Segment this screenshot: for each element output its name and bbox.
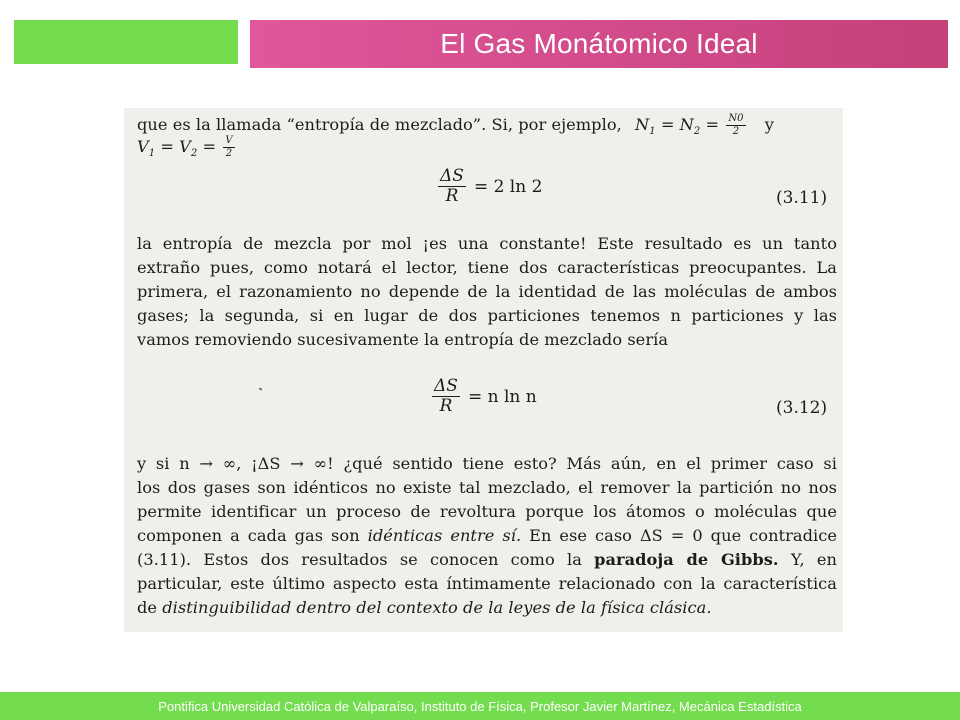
text-line-para3-6: particular, este último aspecto esta íntimamente relacionado con la característica bbox=[137, 574, 837, 593]
text-line-para3-7: de distinguibilidad dentro del contexto de la leyes de la física clásica. bbox=[137, 598, 712, 617]
fraction-v-over-2: $\frac{V}{2}$ bbox=[225, 135, 233, 159]
equation-number-3-12: (3.12) bbox=[776, 398, 828, 418]
text-line-para2-2: extraño pues, como notará el lector, tiene dos características preocupantes. La bbox=[137, 258, 837, 277]
text-line-para3-4: componen a cada gas son idénticas entre sí. En ese caso ΔS = 0 que contradice bbox=[137, 526, 837, 545]
text-line-para3-3: permite identificar un proceso de revoltura porque los átomos o moléculas que bbox=[137, 502, 837, 521]
equation-number-3-11: (3.11) bbox=[776, 188, 828, 208]
header-green-block bbox=[14, 20, 238, 64]
slide-title: El Gas Monátomico Ideal bbox=[440, 28, 758, 59]
slide-title-bar bbox=[250, 20, 948, 68]
text-line-para2-1: la entropía de mezcla por mol ¡es una constante! Este resultado es un tanto bbox=[137, 234, 837, 253]
text-line-1: que es la llamada “entropía de mezclado”. Si, por ejemplo, $N_1 = N_2$ = $\frac{N0}{2}$ y bbox=[137, 113, 774, 138]
text-line-para3-2: los dos gases son idénticos no existe tal mezclado, el remover la partición no nos bbox=[137, 478, 837, 497]
text-line-para3-5: (3.11). Estos dos resultados se conocen como la paradoja de Gibbs. Y, en bbox=[137, 550, 837, 569]
text-line-para3-1: y si n → ∞, ¡ΔS → ∞! ¿qué sentido tiene esto? Más aún, en el primer caso si bbox=[137, 454, 837, 473]
text-line-para2-5: vamos removiendo sucesivamente la entropía de mezclado sería bbox=[137, 330, 669, 349]
equation-3-12: $\frac{\Delta S}{R}$ = n ln n bbox=[434, 376, 537, 416]
text-line-para2-4: gases; la segunda, si en lugar de dos particiones tenemos n particiones y las bbox=[137, 306, 837, 325]
scanned-text-page bbox=[124, 108, 843, 632]
text-line-2: $V_1 = V_2$ = $\frac{V}{2}$ bbox=[137, 135, 233, 160]
footer-text: Pontifica Universidad Católica de Valparaíso, Instituto de Física, Profesor Javier Martínez, Mecánica Estadística bbox=[158, 698, 802, 714]
footer-bar bbox=[0, 692, 960, 720]
equation-3-11: $\frac{\Delta S}{R}$ = 2 ln 2 bbox=[440, 166, 543, 206]
text-line-para2-3: primera, el razonamiento no depende de la identidad de las moléculas de ambos bbox=[137, 282, 837, 301]
fraction-n0-over-2: $\frac{N0}{2}$ bbox=[728, 113, 744, 137]
scan-speck bbox=[259, 387, 263, 390]
